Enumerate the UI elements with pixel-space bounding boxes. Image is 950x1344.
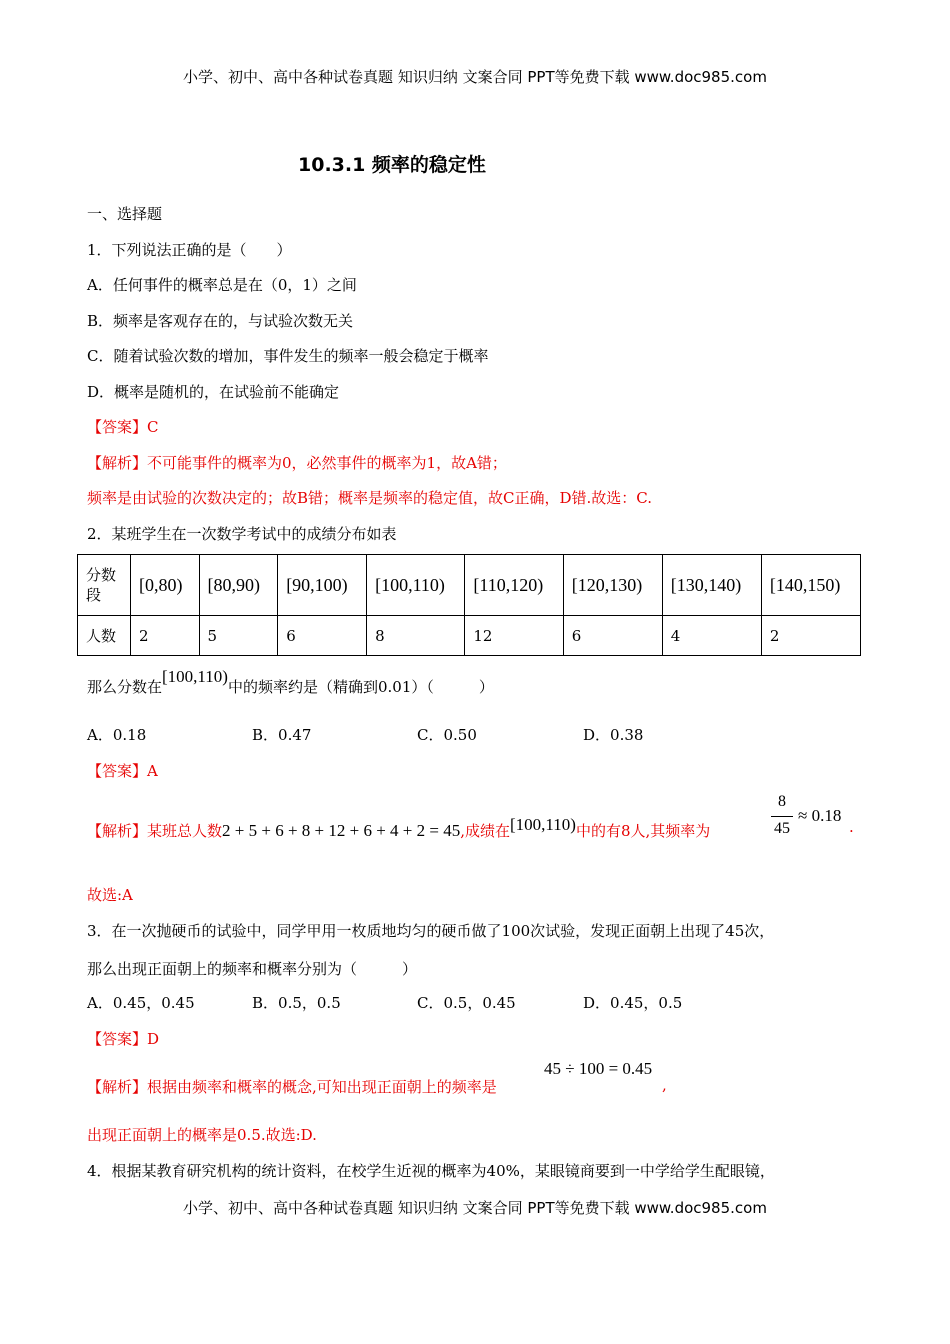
- q3-option-b: B．0.5，0.5: [252, 994, 341, 1012]
- q3-analysis-equation: 45 ÷ 100 = 0.45: [544, 1059, 653, 1078]
- q3-stem-line1: 3．在一次抛硬币的试验中，同学甲用一枚质地均匀的硬币做了100次试验，发现正面朝上出现了45次，: [87, 922, 775, 940]
- q2-analysis-post: 中的有8人,其频率为: [575, 822, 711, 840]
- q3-option-d: D．0.45，0.5: [583, 994, 683, 1012]
- table-cell-interval: [140,150): [761, 555, 860, 616]
- q1-analysis-line1: [87, 452, 507, 473]
- q3-analysis-line1: [87, 1076, 497, 1097]
- q2-question: [87, 667, 494, 697]
- table-header-count: 人数: [78, 616, 131, 656]
- q2-question-interval: [100,110): [162, 667, 228, 686]
- q2-frac-numerator: 8: [778, 793, 786, 810]
- q4-stem-line1: 4．根据某教育研究机构的统计资料，在校学生近视的概率为40%，某眼镜商要到一中学给学生配眼镜，: [87, 1162, 775, 1180]
- q1-analysis-text1: 不可能事件的概率为0，必然事件的概率为1，故A错；: [147, 454, 507, 472]
- q2-analysis-label: 【解析】: [87, 822, 148, 840]
- table-cell-count: 5: [199, 616, 278, 656]
- table-cell-count: 6: [563, 616, 662, 656]
- q2-analysis-mid: ,成绩在: [460, 822, 511, 840]
- q2-analysis-sum-equation: 2 + 5 + 6 + 8 + 12 + 6 + 4 + 2 = 45: [222, 821, 461, 840]
- q2-frac-bar: [771, 816, 793, 817]
- q3-answer: 【答案】D: [87, 1030, 160, 1048]
- table-cell-count: 2: [761, 616, 860, 656]
- table-cell-count: 6: [278, 616, 367, 656]
- q2-option-c: C．0.50: [417, 726, 477, 744]
- table-cell-count: 8: [367, 616, 465, 656]
- q1-option-c: C．随着试验次数的增加，事件发生的频率一般会稳定于概率: [87, 347, 489, 365]
- q2-frac-denominator: 45: [774, 820, 790, 837]
- score-distribution-table: [77, 554, 861, 656]
- q2-question-post: 中的频率约是（精确到0.01）（ ）: [227, 678, 494, 696]
- page-footer: 小学、初中、高中各种试卷真题 知识归纳 文案合同 PPT等免费下载 www.doc985.com: [183, 1199, 767, 1217]
- table-cell-count: 4: [662, 616, 761, 656]
- table-cell-interval: [130,140): [662, 555, 761, 616]
- q1-option-b: B．频率是客观存在的，与试验次数无关: [87, 312, 354, 330]
- q1-option-d: D．概率是随机的，在试验前不能确定: [87, 383, 340, 401]
- q2-analysis-pre: 某班总人数: [147, 822, 223, 840]
- table-row-counts: [78, 616, 861, 656]
- table-row-intervals: [78, 555, 861, 616]
- table-cell-interval: [90,100): [278, 555, 367, 616]
- q2-option-a: A．0.18: [87, 726, 147, 744]
- table-cell-interval: [80,90): [199, 555, 278, 616]
- q1-option-a: A．任何事件的概率总是在（0，1）之间: [87, 276, 357, 294]
- q1-answer: 【答案】C: [87, 418, 159, 436]
- q2-stem: 2．某班学生在一次数学考试中的成绩分布如表: [87, 525, 397, 543]
- page-title: 10.3.1 频率的稳定性: [298, 154, 486, 176]
- q2-analysis-period: .: [849, 818, 854, 836]
- q2-approx-value: ≈ 0.18: [798, 806, 842, 825]
- q3-option-c: C．0.5，0.45: [417, 994, 516, 1012]
- q2-answer: 【答案】A: [87, 762, 158, 780]
- q2-option-b: B．0.47: [252, 726, 312, 744]
- table-cell-count: 12: [465, 616, 563, 656]
- section-heading: 一、选择题: [87, 205, 163, 223]
- table-cell-interval: [0,80): [131, 555, 200, 616]
- q3-analysis-text1: 根据由频率和概率的概念,可知出现正面朝上的频率是: [147, 1078, 497, 1096]
- page-header: 小学、初中、高中各种试卷真题 知识归纳 文案合同 PPT等免费下载 www.doc985.com: [183, 68, 767, 86]
- q1-analysis-label: 【解析】: [87, 454, 148, 472]
- q3-analysis-line2: 出现正面朝上的概率是0.5.故选:D.: [87, 1126, 317, 1144]
- q2-conclusion: 故选:A: [87, 886, 133, 904]
- q3-option-a: A．0.45，0.45: [87, 994, 195, 1012]
- q2-analysis-line: [87, 815, 711, 841]
- q1-stem: 1．下列说法正确的是（ ）: [87, 241, 292, 259]
- table-header-score-range: 分数段: [78, 555, 131, 616]
- table-cell-interval: [120,130): [563, 555, 662, 616]
- q2-question-pre: 那么分数在: [87, 678, 163, 696]
- q3-analysis-comma: ,: [662, 1076, 667, 1094]
- q3-stem-line2: 那么出现正面朝上的频率和概率分别为（ ）: [87, 960, 418, 978]
- q1-analysis-line2: 频率是由试验的次数决定的；故B错；概率是频率的稳定值，故C正确，D错.故选：C.: [87, 489, 653, 507]
- table-cell-count: 2: [131, 616, 200, 656]
- q3-analysis-label: 【解析】: [87, 1078, 148, 1096]
- table-cell-interval: [100,110): [367, 555, 465, 616]
- table-cell-interval: [110,120): [465, 555, 563, 616]
- q2-option-d: D．0.38: [583, 726, 644, 744]
- q2-analysis-interval: [100,110): [510, 815, 576, 834]
